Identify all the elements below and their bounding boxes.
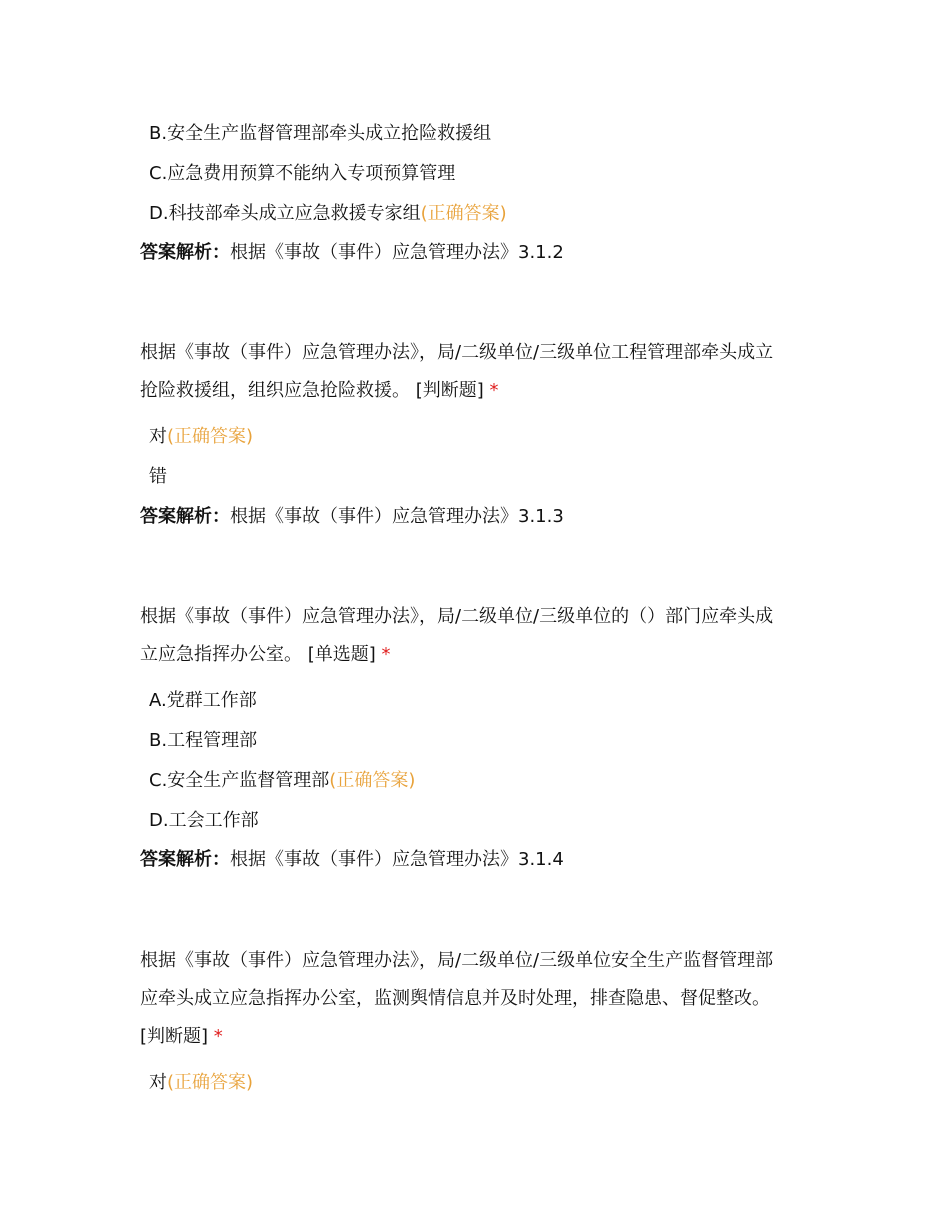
option-false bbox=[149, 465, 167, 489]
question-line: 抢险救援组，组织应急抢险救援。 bbox=[140, 380, 410, 401]
option-b bbox=[149, 729, 257, 753]
option-c bbox=[149, 769, 415, 793]
question-type: [判断题] bbox=[415, 380, 484, 401]
option-text: 错 bbox=[149, 466, 167, 487]
analysis-text: 根据《事故（事件）应急管理办法》3.1.3 bbox=[230, 506, 564, 527]
question-text bbox=[140, 643, 391, 667]
option-d bbox=[149, 202, 507, 226]
option-text: B.安全生产监督管理部牵头成立抢险救援组 bbox=[149, 123, 492, 144]
question-type: [判断题] bbox=[140, 1026, 209, 1047]
answer-analysis bbox=[140, 241, 564, 265]
question-text bbox=[140, 379, 499, 403]
option-text: C.安全生产监督管理部 bbox=[149, 770, 330, 791]
required-mark: * bbox=[213, 1026, 223, 1047]
required-mark: * bbox=[489, 380, 499, 401]
option-a bbox=[149, 689, 257, 713]
option-true bbox=[149, 425, 253, 449]
option-text: B.工程管理部 bbox=[149, 730, 258, 751]
option-d bbox=[149, 809, 259, 833]
option-text: 对 bbox=[149, 1072, 167, 1093]
analysis-label: 答案解析： bbox=[140, 849, 230, 870]
option-b bbox=[149, 122, 491, 146]
question-text bbox=[140, 949, 773, 973]
option-text: A.党群工作部 bbox=[149, 690, 257, 711]
analysis-text: 根据《事故（事件）应急管理办法》3.1.4 bbox=[230, 849, 564, 870]
correct-answer-marker: (正确答案) bbox=[167, 426, 254, 447]
correct-answer-marker: (正确答案) bbox=[167, 1072, 254, 1093]
option-text: C.应急费用预算不能纳入专项预算管理 bbox=[149, 163, 456, 184]
option-text: 对 bbox=[149, 426, 167, 447]
question-text bbox=[140, 341, 773, 365]
question-line: 根据《事故（事件）应急管理办法》，局/二级单位/三级单位的（）部门应牵头成 bbox=[140, 606, 774, 627]
question-type: [单选题] bbox=[307, 644, 376, 665]
option-text: D.工会工作部 bbox=[149, 810, 259, 831]
option-text: D.科技部牵头成立应急救援专家组 bbox=[149, 203, 421, 224]
question-line: 立应急指挥办公室。 bbox=[140, 644, 302, 665]
correct-answer-marker: (正确答案) bbox=[420, 203, 507, 224]
analysis-text: 根据《事故（事件）应急管理办法》3.1.2 bbox=[230, 242, 564, 263]
question-line: 根据《事故（事件）应急管理办法》，局/二级单位/三级单位工程管理部牵头成立 bbox=[140, 342, 774, 363]
question-text bbox=[140, 1025, 223, 1049]
answer-analysis bbox=[140, 505, 564, 529]
required-mark: * bbox=[381, 644, 391, 665]
question-line: 根据《事故（事件）应急管理办法》，局/二级单位/三级单位安全生产监督管理部 bbox=[140, 950, 774, 971]
option-true bbox=[149, 1071, 253, 1095]
analysis-label: 答案解析： bbox=[140, 506, 230, 527]
analysis-label: 答案解析： bbox=[140, 242, 230, 263]
option-c bbox=[149, 162, 455, 186]
question-line: 应牵头成立应急指挥办公室，监测舆情信息并及时处理，排查隐患、督促整改。 bbox=[140, 988, 770, 1009]
correct-answer-marker: (正确答案) bbox=[329, 770, 416, 791]
question-text bbox=[140, 605, 773, 629]
question-text bbox=[140, 987, 770, 1011]
answer-analysis bbox=[140, 848, 564, 872]
